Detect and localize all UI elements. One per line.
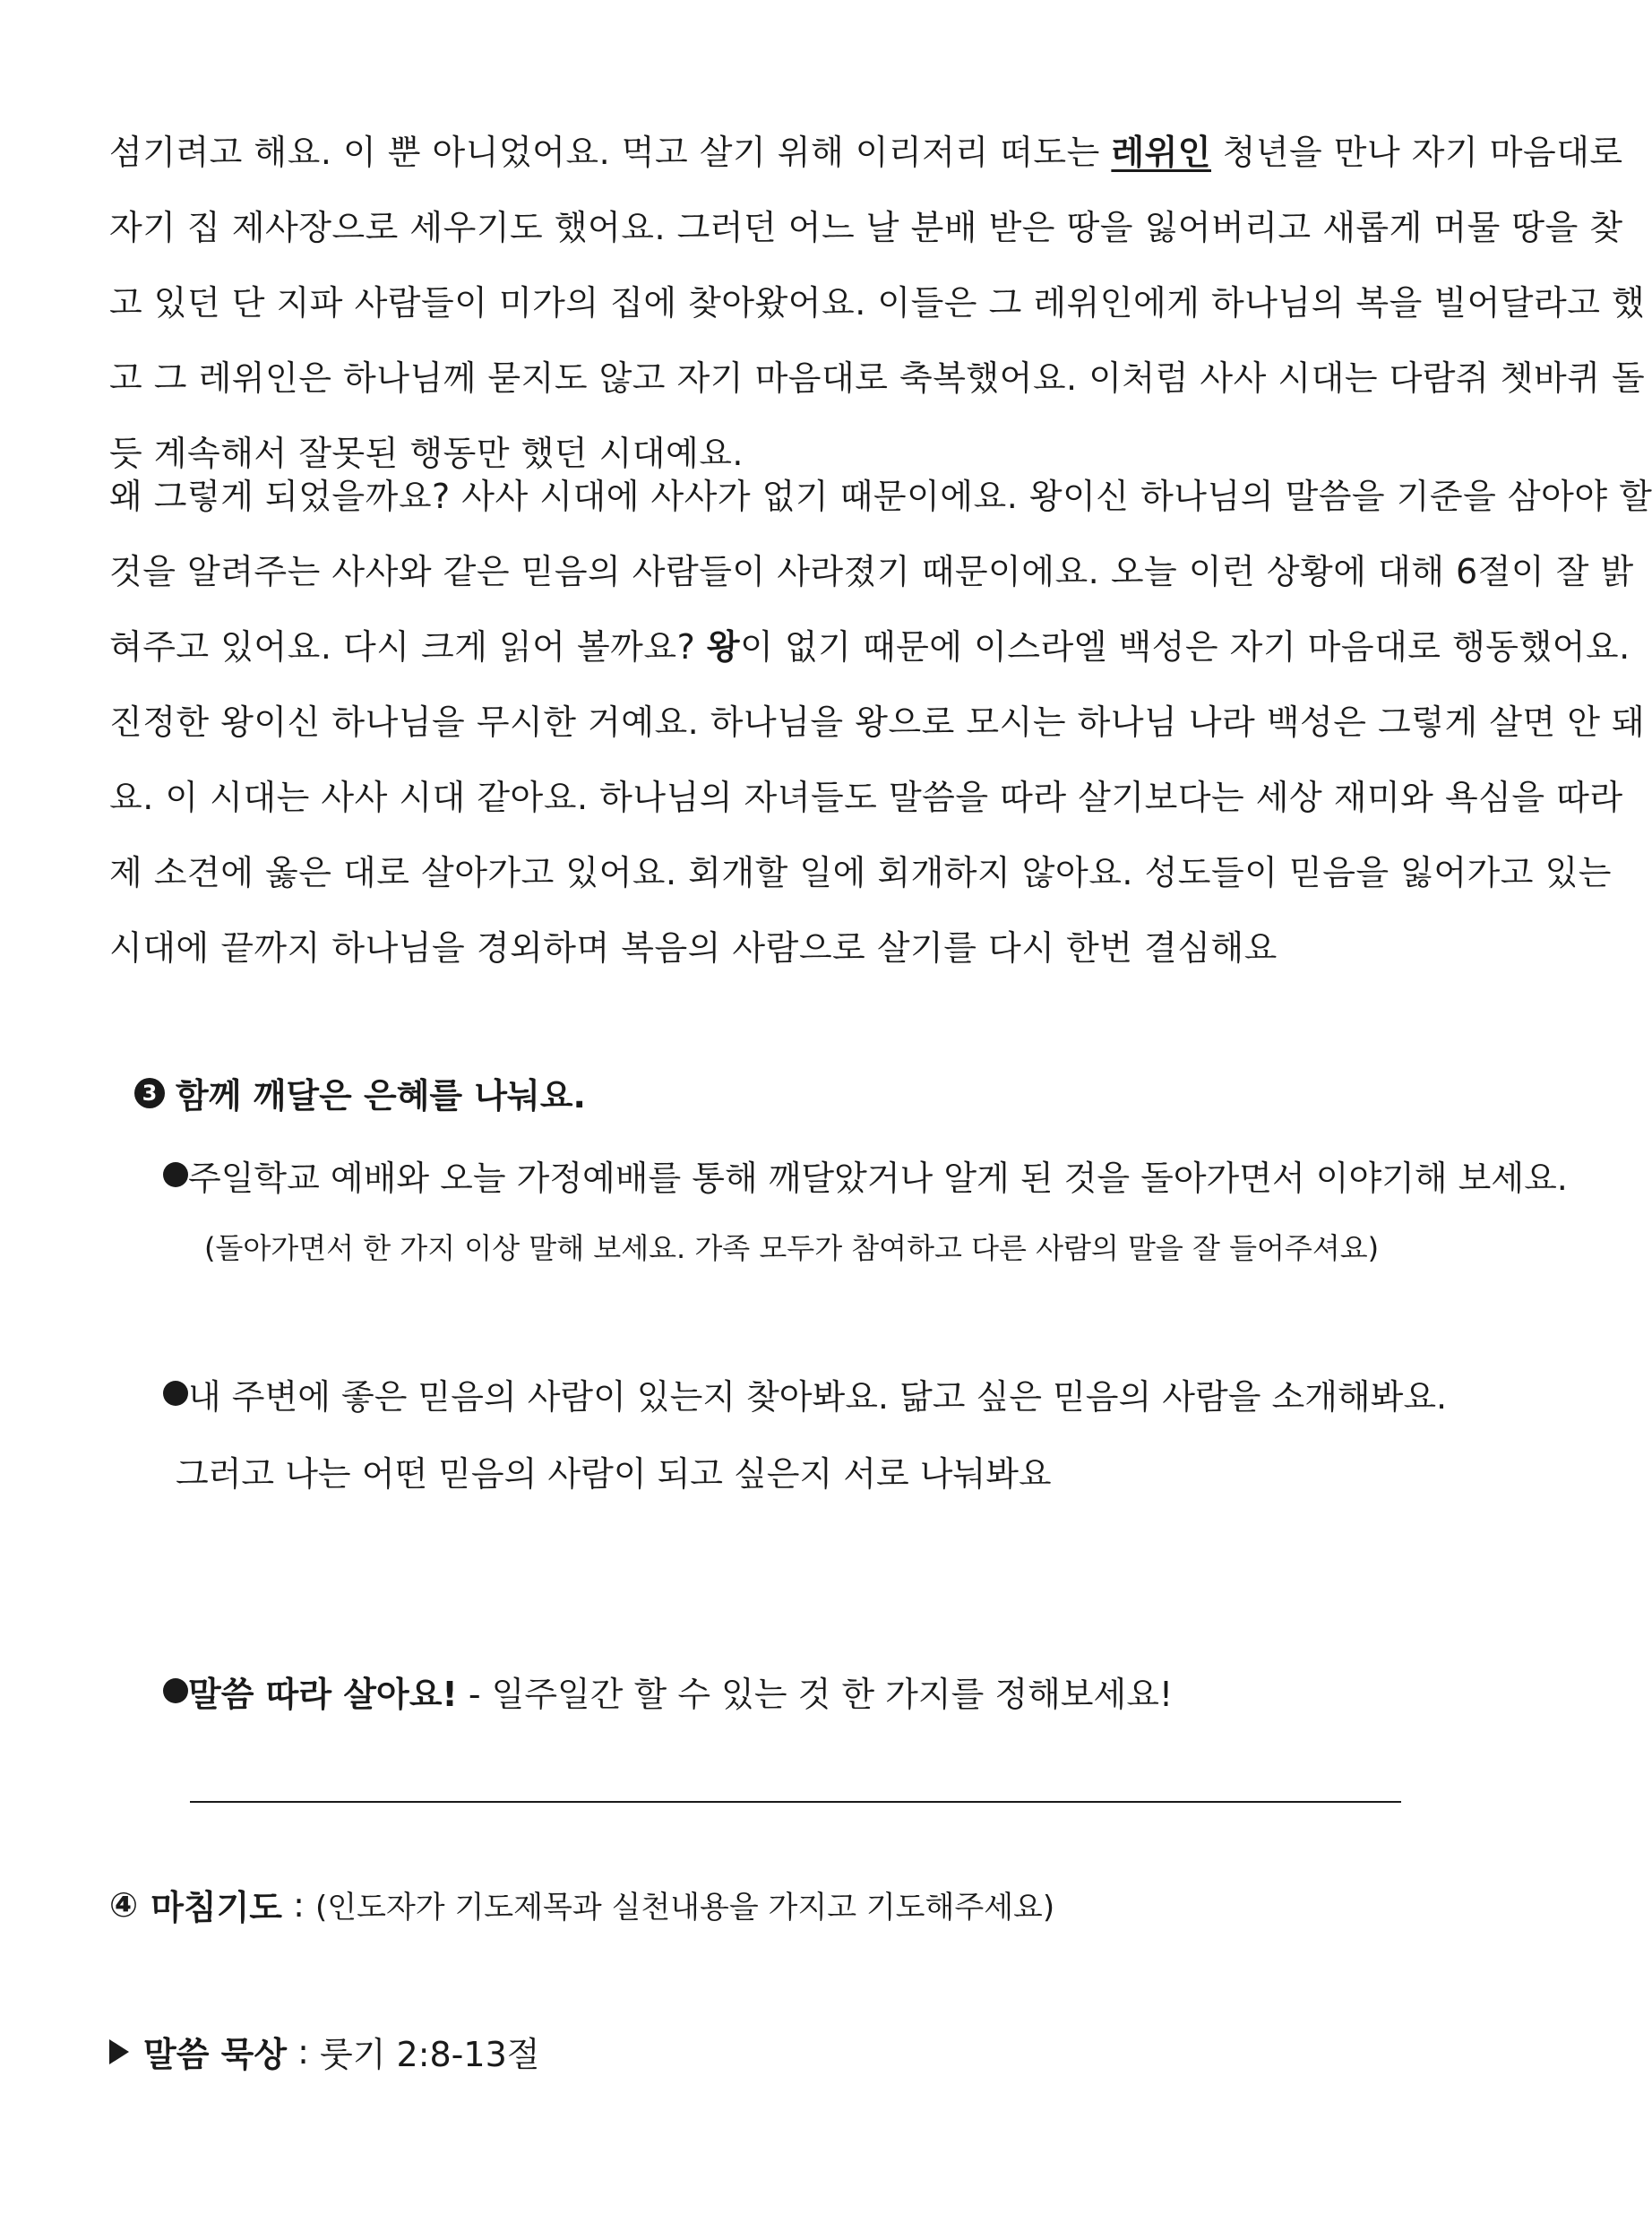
text-line: 것을 알려주는 사사와 같은 믿음의 사람들이 사라졌기 때문이에요. 오늘 이런 상황에 대해 6절이 잘 밝	[109, 552, 1634, 591]
text-line: 왜 그렇게 되었을까요? 사사 시대에 사사가 없기 때문이에요. 왕이신 하나님의 말씀을 기준을 삼아야 할	[109, 477, 1652, 516]
emphasis-levite: 레위인	[1111, 133, 1211, 172]
question-2-line-2: 그러고 나는 어떤 믿음의 사람이 되고 싶은지 서로 나눠봐요	[176, 1454, 1052, 1494]
meditation-label: 말씀 묵상	[143, 2035, 288, 2074]
question-3-text: - 일주일간 할 수 있는 것 한 가지를 정해보세요!	[457, 1675, 1174, 1714]
number-3-small-icon	[163, 1678, 176, 1705]
text-line: 고 있던 단 지파 사람들이 미가의 집에 찾아왔어요. 이들은 그 레위인에게 하나님의 복을 빌어달라고 했	[109, 283, 1646, 323]
text-line: 혀주고 있어요. 다시 크게 읽어 볼까요? 왕이 없기 때문에 이스라엘 백성은 자기 마음대로 행동했어요.	[109, 627, 1630, 667]
question-2	[163, 1369, 1447, 1418]
number-3-icon: 3	[134, 1078, 165, 1108]
text-line: 자기 집 제사장으로 세우기도 했어요. 그러던 어느 날 분배 받은 땅을 잃어버리고 새롭게 머물 땅을 찾	[109, 208, 1623, 247]
emphasis-king: 왕	[706, 627, 741, 667]
text-line: 제 소견에 옳은 대로 살아가고 있어요. 회개할 일에 회개하지 않아요. 성도들이 믿음을 잃어가고 있는	[109, 853, 1613, 892]
question-1-text: 주일학교 예배와 오늘 가정예배를 통해 깨달았거나 알게 된 것을 돌아가면서 이야기해 보세요.	[188, 1159, 1568, 1198]
meditation-reference: 룻기 2:8-13절	[320, 2035, 540, 2074]
scripture-meditation	[109, 2027, 539, 2076]
question-1-note: (돌아가면서 한 가지 이상 말해 보세요. 가족 모두가 참여하고 다른 사람의 말을 잘 들어주셔요)	[204, 1231, 1380, 1265]
closing-prayer-note: (인도자가 기도제목과 실천내용을 가지고 기도해주세요)	[315, 1890, 1055, 1926]
closing-separator: :	[282, 1884, 315, 1925]
answer-line[interactable]	[190, 1801, 1401, 1803]
question-3	[163, 1667, 1173, 1716]
text-line: 진정한 왕이신 하나님을 무시한 거예요. 하나님을 왕으로 모시는 하나님 나라 백성은 그렇게 살면 안 돼	[109, 702, 1646, 742]
closing-prayer-label: 마침기도	[151, 1888, 283, 1927]
closing-prayer	[109, 1880, 1054, 1929]
body-paragraph-2	[109, 459, 1652, 986]
question-1	[163, 1150, 1568, 1200]
text-line: 듯 계속해서 잘못된 행동만 했던 시대예요.	[109, 434, 744, 473]
section-3-heading	[134, 1068, 586, 1117]
section-3-title: 함께 깨달은 은혜를 나눠요.	[176, 1076, 586, 1116]
meditation-separator: :	[287, 2031, 321, 2072]
text-line: 요. 이 시대는 사사 시대 같아요. 하나님의 자녀들도 말씀을 따라 살기보다는 세상 재미와 욕심을 따라	[109, 778, 1623, 817]
text-line: 고 그 레위인은 하나님께 묻지도 않고 자기 마음대로 축복했어요. 이처럼 사사 시대는 다람쥐 쳇바퀴 돌	[109, 358, 1646, 398]
number-4-icon: ④	[109, 1884, 139, 1925]
text-line: 섬기려고 해요. 이 뿐 아니었어요. 먹고 살기 위해 이리저리 떠도는 레위인 청년을 만나 자기 마음대로	[109, 133, 1623, 172]
question-2-text: 내 주변에 좋은 믿음의 사람이 있는지 찾아봐요. 닮고 싶은 믿음의 사람을 소개해봐요.	[188, 1377, 1448, 1417]
number-1-icon	[163, 1162, 176, 1189]
text-line: 시대에 끝까지 하나님을 경외하며 복음의 사람으로 살기를 다시 한번 결심해요	[109, 928, 1278, 968]
triangle-bullet-icon	[109, 2039, 129, 2064]
number-2-icon	[163, 1381, 176, 1408]
body-paragraph-1	[109, 115, 1646, 491]
question-3-label: 말씀 따라 살아요!	[188, 1675, 458, 1714]
